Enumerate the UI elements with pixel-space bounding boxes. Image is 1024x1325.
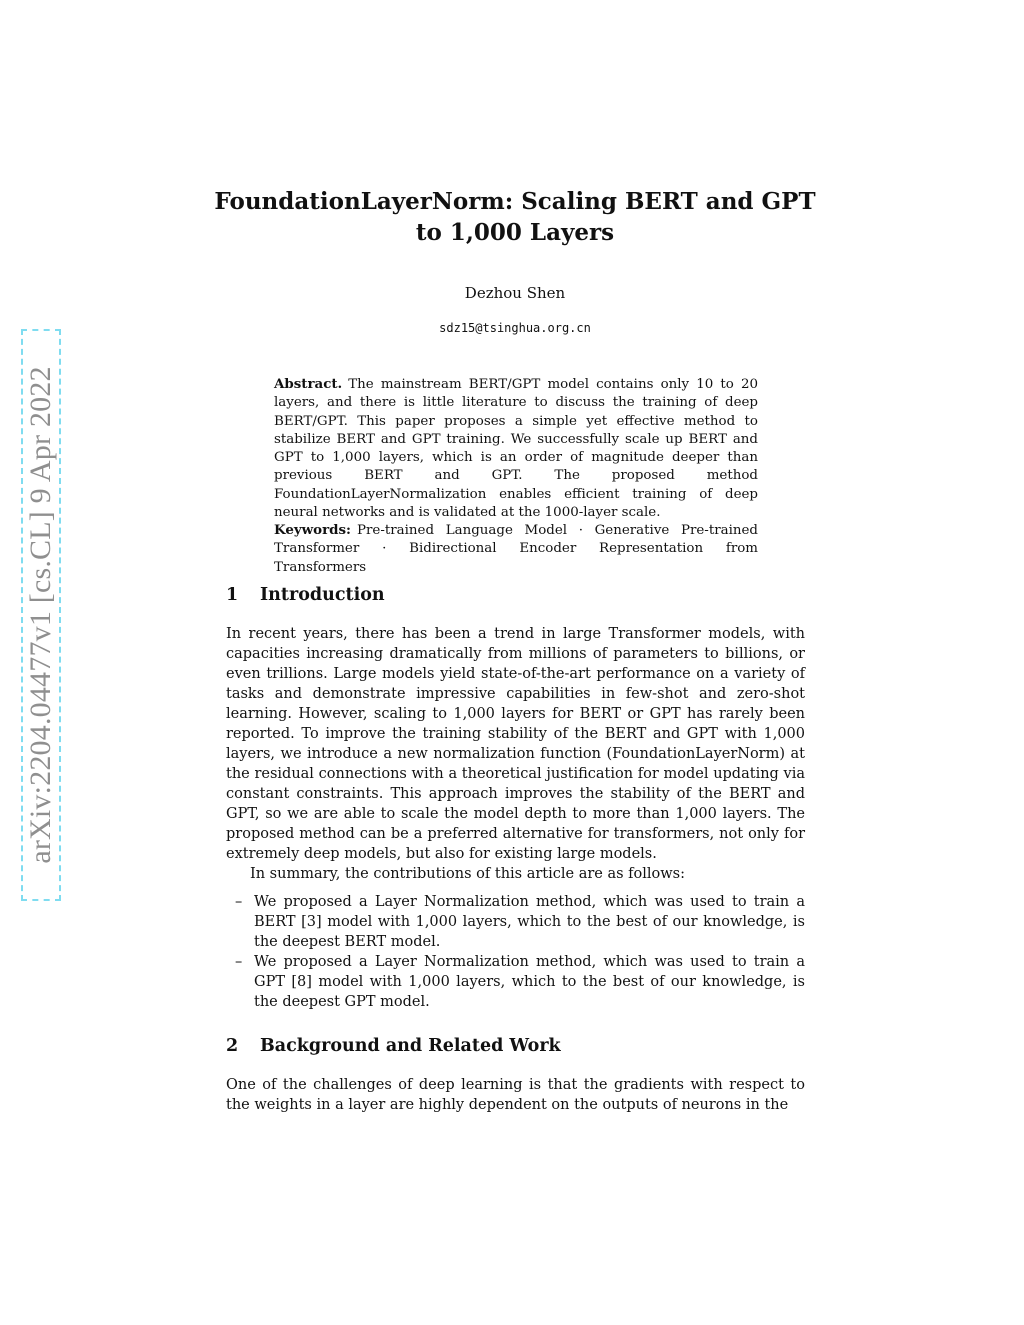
section-2-number: 2 — [226, 1036, 239, 1056]
list-item — [226, 952, 805, 1012]
keywords-label: Keywords: — [274, 522, 352, 538]
bullet-dash: – — [235, 894, 243, 910]
paper-title: FoundationLayerNorm: Scaling BERT and GPT to 1,000 Layers — [214, 188, 816, 246]
section-1-heading — [226, 585, 385, 605]
abstract-block — [274, 375, 758, 522]
contribution-text: We proposed a Layer Normalization method, which was used to train a GPT [8] model with 1,000 layers, which to the best of our knowledge, is the deepest GPT model. — [254, 954, 805, 1010]
author-name: Dezhou Shen — [464, 284, 566, 302]
author-email: sdz15@tsinghua.org.cn — [439, 321, 591, 335]
keywords-text: Pre-trained Language Model · Generative Pre-trained Transformer · Bidirectional Encoder Representation from Transformers — [274, 523, 758, 575]
abstract-text: The mainstream BERT/GPT model contains only 10 to 20 layers, and there is little literature to discuss the training of deep BERT/GPT. This paper proposes a simple yet effective method to stabilize BERT and GPT training. We successfully scale up BERT and GPT to 1,000 layers, which is an order of magnitude deeper than previous BERT and GPT. The proposed method FoundationLayerNormalization enables efficient training of deep neural networks and is validated at the 1000-layer scale. — [274, 377, 758, 521]
section-2-heading — [226, 1036, 561, 1056]
list-item — [226, 892, 805, 952]
abstract-label: Abstract. — [274, 376, 343, 392]
section-2-title: Background and Related Work — [260, 1036, 561, 1056]
intro-paragraph-2: In summary, the contributions of this article are as follows: — [250, 866, 686, 882]
background-paragraph-1: One of the challenges of deep learning is that the gradients with respect to the weights in a layer are highly dependent on the outputs of neurons in the — [226, 1077, 805, 1113]
section-1-number: 1 — [226, 585, 239, 605]
contributions-list — [226, 892, 805, 1012]
intro-paragraph-1: In recent years, there has been a trend in large Transformer models, with capacities increasing dramatically from millions of parameters to billions, or even trillions. Large models yield state-of-the-art performance on a variety of tasks and demonstrate impressive capabilities in few-shot and zero-shot learning. However, scaling to 1,000 layers for BERT or GPT has rarely been reported. To improve the training stability of the BERT and GPT with 1,000 layers, we introduce a new normalization function (FoundationLayerNorm) at the residual connections with a theoretical justification for model updating via constant constraints. This approach improves the stability of the BERT and GPT, so we are able to scale the model depth to more than 1,000 layers. The proposed method can be a preferred alternative for transformers, not only for extremely deep models, but also for existing large models. — [226, 626, 805, 862]
bullet-dash: – — [235, 954, 243, 970]
section-1-title: Introduction — [260, 585, 385, 605]
keywords-block — [274, 521, 758, 577]
arxiv-identifier: arXiv:2204.04477v1 [cs.CL] 9 Apr 2022 — [24, 366, 57, 864]
contribution-text: We proposed a Layer Normalization method, which was used to train a BERT [3] model with 1,000 layers, which to the best of our knowledge, is the deepest BERT model. — [254, 894, 805, 950]
